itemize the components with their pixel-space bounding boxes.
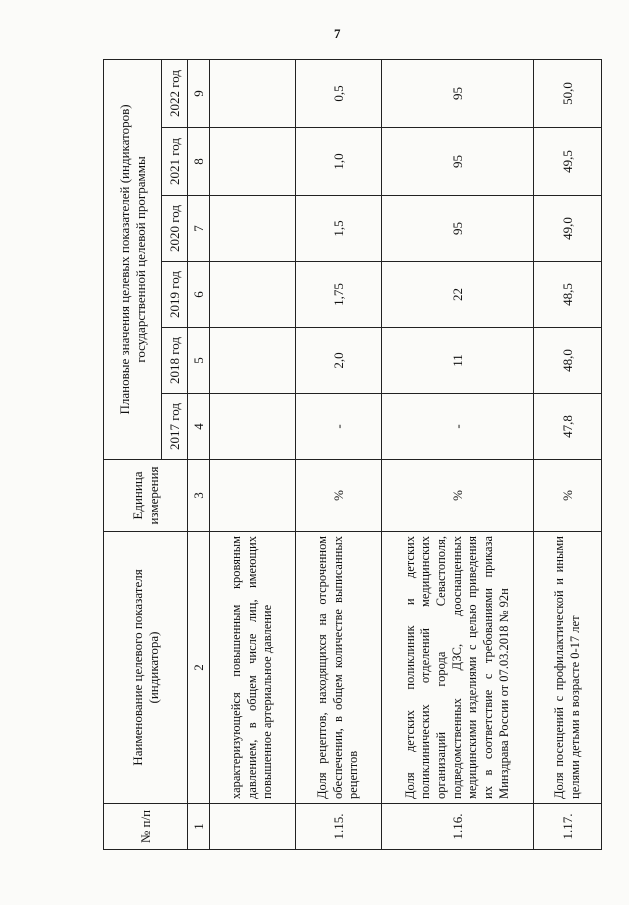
year-2020: 2020 год — [162, 196, 188, 262]
row-value-2019: 1,75 — [296, 262, 382, 328]
row-name: Доля детских поликлиник и детских поликлинических отделений медицинских организаций города Севастополя, подведомственных ДЗС, дооснащенных медицинскими изделиями с целью приведения их в соответствие с требованиями приказа Минздрава России от 07.03.2018 № 92н — [382, 532, 534, 804]
row-unit: % — [382, 460, 534, 532]
year-2018: 2018 год — [162, 328, 188, 394]
table-row — [534, 59, 602, 849]
header-unit: Единица измерения — [104, 460, 188, 532]
row-value-2017: 47,8 — [534, 394, 602, 460]
row-unit: % — [296, 460, 382, 532]
colnum-2: 2 — [188, 532, 210, 804]
row-value-2019: 22 — [382, 262, 534, 328]
row-unit — [210, 460, 296, 532]
year-2019: 2019 год — [162, 262, 188, 328]
row-value-2018: 2,0 — [296, 328, 382, 394]
row-value-2020: 49,0 — [534, 196, 602, 262]
page-number: 7 — [334, 26, 341, 41]
year-2022: 2022 год — [162, 59, 188, 127]
row-value-2017: - — [382, 394, 534, 460]
row-value-2018: 11 — [382, 328, 534, 394]
row-name: Доля рецептов, находящихся на отсроченном обеспечении, в общем количестве выписанных рецептов — [296, 532, 382, 804]
row-name: Доля посещений с профилактической и иными целями детьми в возрасте 0-17 лет — [534, 532, 602, 804]
row-value-2018 — [210, 328, 296, 394]
row-value-2020 — [210, 196, 296, 262]
row-value-2021: 95 — [382, 128, 534, 196]
row-value-2021 — [210, 128, 296, 196]
header-name: Наименование целевого показателя (индикатора) — [104, 532, 188, 804]
table-row — [210, 59, 296, 849]
colnum-5: 5 — [188, 328, 210, 394]
year-2021: 2021 год — [162, 128, 188, 196]
header-plan: Плановые значения целевых показателей (индикаторов) государственной целевой программы — [104, 59, 162, 459]
colnum-3: 3 — [188, 460, 210, 532]
row-num: 1.16. — [382, 804, 534, 850]
header-num: № п/п — [104, 804, 188, 850]
year-2017: 2017 год — [162, 394, 188, 460]
table-row — [382, 59, 534, 849]
row-value-2021: 49,5 — [534, 128, 602, 196]
table-row — [296, 59, 382, 849]
colnum-9: 9 — [188, 59, 210, 127]
row-value-2020: 95 — [382, 196, 534, 262]
row-value-2019: 48,5 — [534, 262, 602, 328]
row-value-2021: 1,0 — [296, 128, 382, 196]
row-name: характеризующейся повышенным кровяным давлением, в общем числе лиц, имеющих повышенное артериальное давление — [210, 532, 296, 804]
row-value-2017: - — [296, 394, 382, 460]
row-num — [210, 804, 296, 850]
indicators-table — [103, 59, 602, 850]
colnum-6: 6 — [188, 262, 210, 328]
row-value-2019 — [210, 262, 296, 328]
row-value-2022 — [210, 59, 296, 127]
column-numbers-row — [188, 59, 210, 849]
colnum-7: 7 — [188, 196, 210, 262]
colnum-1: 1 — [188, 804, 210, 850]
row-value-2018: 48,0 — [534, 328, 602, 394]
row-value-2022: 0,5 — [296, 59, 382, 127]
colnum-8: 8 — [188, 128, 210, 196]
row-num: 1.15. — [296, 804, 382, 850]
row-value-2022: 50,0 — [534, 59, 602, 127]
row-num: 1.17. — [534, 804, 602, 850]
row-value-2017 — [210, 394, 296, 460]
row-value-2020: 1,5 — [296, 196, 382, 262]
colnum-4: 4 — [188, 394, 210, 460]
header-row-1 — [104, 59, 162, 849]
row-value-2022: 95 — [382, 59, 534, 127]
row-unit: % — [534, 460, 602, 532]
